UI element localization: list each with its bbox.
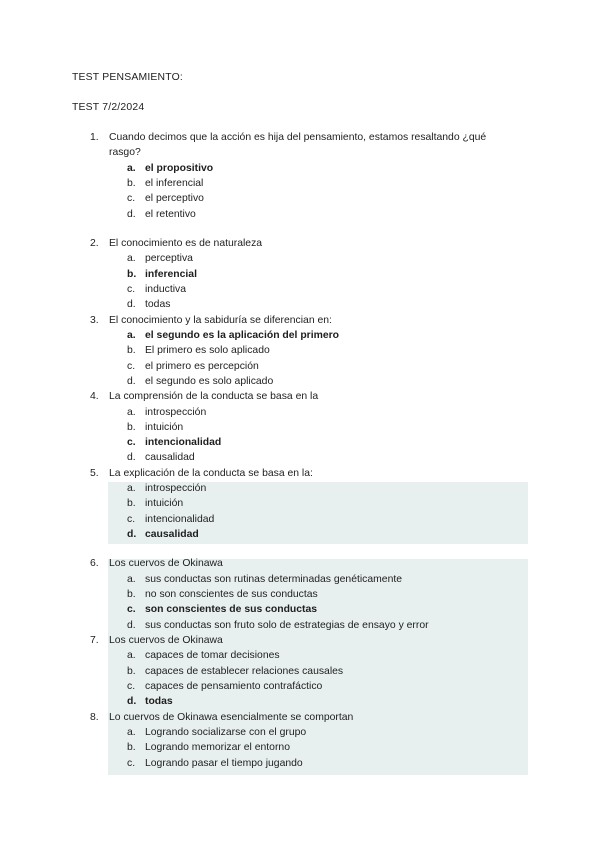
option-text: introspección [145,406,207,418]
answer-option [0,207,600,222]
answer-option [0,527,600,542]
option-letter: c. [127,757,136,769]
question-number: 4. [90,391,99,403]
option-letter: c. [127,680,136,692]
question [0,556,600,633]
question-number: 2. [90,238,99,249]
question-prompt: El conocimiento es de naturaleza [109,238,263,249]
question-text [0,130,509,161]
answer-option [0,251,600,266]
question-number: 3. [90,314,99,326]
question-number: 6. [90,558,99,570]
option-text: Logrando socializarse con el grupo [145,726,307,738]
option-text: intencionalidad [145,437,222,449]
option-text: intuición [145,498,184,510]
answer-option [0,679,600,694]
option-text: Logrando pasar el tiempo jugando [145,757,303,769]
question-text [0,633,509,648]
question-prompt: Lo cuervos de Okinawa esencialmente se comportan [109,711,354,723]
question [0,236,600,313]
option-letter: a. [127,162,136,174]
answer-option [0,648,600,663]
option-text: el propositivo [145,162,214,174]
option-letter: d. [127,452,136,464]
option-text: El primero es solo aplicado [145,345,270,357]
answer-option [0,496,600,511]
answer-option [0,725,600,740]
answer-option [0,618,600,633]
answer-option [0,267,600,282]
option-letter: a. [127,650,136,662]
option-letter: d. [127,375,136,387]
option-text: son conscientes de sus conductas [145,604,318,616]
question-prompt: El conocimiento y la sabiduría se diferencian en: [109,314,332,326]
question [0,313,600,390]
option-letter: c. [127,284,136,295]
answer-option [0,664,600,679]
answer-option [0,756,600,771]
option-text: inductiva [145,284,187,295]
answer-option [0,450,600,465]
option-text: sus conductas son rutinas determinadas genéticamente [145,573,403,585]
option-text: el segundo es solo aplicado [145,375,274,387]
option-text: Logrando memorizar el entorno [145,742,290,754]
option-text: sus conductas son fruto solo de estrategias de ensayo y error [145,619,429,631]
question-number: 8. [90,711,99,723]
spacer [0,542,600,556]
option-text: capaces de pensamiento contrafáctico [145,680,323,692]
option-letter: c. [127,360,136,372]
answer-option [0,176,600,191]
answer-option [0,405,600,420]
answer-option [0,282,600,297]
answer-option [0,740,600,755]
answer-option [0,359,600,374]
question-prompt: Cuando decimos que la acción es hija del pensamiento, estamos resaltando ¿qué rasgo? [109,132,487,159]
answer-option [0,602,600,617]
option-letter: d. [127,619,136,631]
option-letter: a. [127,483,136,495]
question-list [0,130,600,771]
answer-option [0,694,600,709]
question-text [0,466,509,481]
option-letter: b. [127,498,136,510]
option-letter: c. [127,513,136,525]
question-number: 1. [90,132,99,143]
document-subtitle: TEST 7/2/2024 [72,102,145,113]
option-text: causalidad [145,452,195,464]
answer-option [0,587,600,602]
question-text [0,236,509,251]
option-text: todas [145,299,171,311]
option-text: el inferencial [145,178,204,190]
question [0,633,600,710]
option-letter: c. [127,604,136,616]
answer-option [0,420,600,435]
question-prompt: La explicación de la conducta se basa en la: [109,467,313,479]
question-number: 7. [90,634,99,646]
question-number: 5. [90,467,99,479]
option-letter: c. [127,437,136,449]
answer-option [0,435,600,450]
option-letter: b. [127,665,136,677]
option-text: intuición [145,421,184,433]
question-prompt: La comprensión de la conducta se basa en la [109,391,319,403]
answer-option [0,572,600,587]
option-letter: d. [127,299,136,311]
option-text: introspección [145,483,207,495]
question-text [0,710,509,725]
option-text: causalidad [145,529,199,541]
option-letter: a. [127,726,136,738]
question-text [0,389,509,404]
question [0,466,600,543]
option-text: el primero es percepción [145,360,259,372]
option-text: capaces de establecer relaciones causales [145,665,344,677]
answer-option [0,343,600,358]
option-text: el retentivo [145,208,196,220]
question [0,710,600,771]
option-text: el perceptivo [145,193,204,205]
option-letter: a. [127,253,136,265]
option-letter: d. [127,529,137,541]
answer-option [0,161,600,176]
answer-option [0,512,600,527]
option-text: inferencial [145,268,197,280]
option-letter: b. [127,421,136,433]
answer-option [0,191,600,206]
option-text: intencionalidad [145,513,215,525]
answer-option [0,328,600,343]
option-text: el segundo es la aplicación del primero [145,330,340,341]
answer-option [0,297,600,312]
option-letter: a. [127,330,136,341]
option-letter: a. [127,406,136,418]
option-letter: b. [127,268,137,280]
question-prompt: Los cuervos de Okinawa [109,558,223,570]
answer-option [0,374,600,389]
option-letter: b. [127,178,136,190]
question-prompt: Los cuervos de Okinawa [109,634,223,646]
option-letter: c. [127,193,136,205]
option-letter: b. [127,345,136,357]
question-text [0,556,509,571]
question [0,130,600,222]
document-title: TEST PENSAMIENTO: [72,72,183,83]
option-letter: b. [127,589,136,601]
option-text: capaces de tomar decisiones [145,650,280,662]
question [0,389,600,466]
option-letter: b. [127,742,136,754]
answer-option [0,481,600,496]
option-text: perceptiva [145,253,193,265]
option-letter: d. [127,696,137,708]
spacer [0,222,600,236]
option-text: todas [145,696,173,708]
question-text [0,313,509,328]
option-letter: a. [127,573,136,585]
option-letter: d. [127,208,136,220]
option-text: no son conscientes de sus conductas [145,589,318,601]
